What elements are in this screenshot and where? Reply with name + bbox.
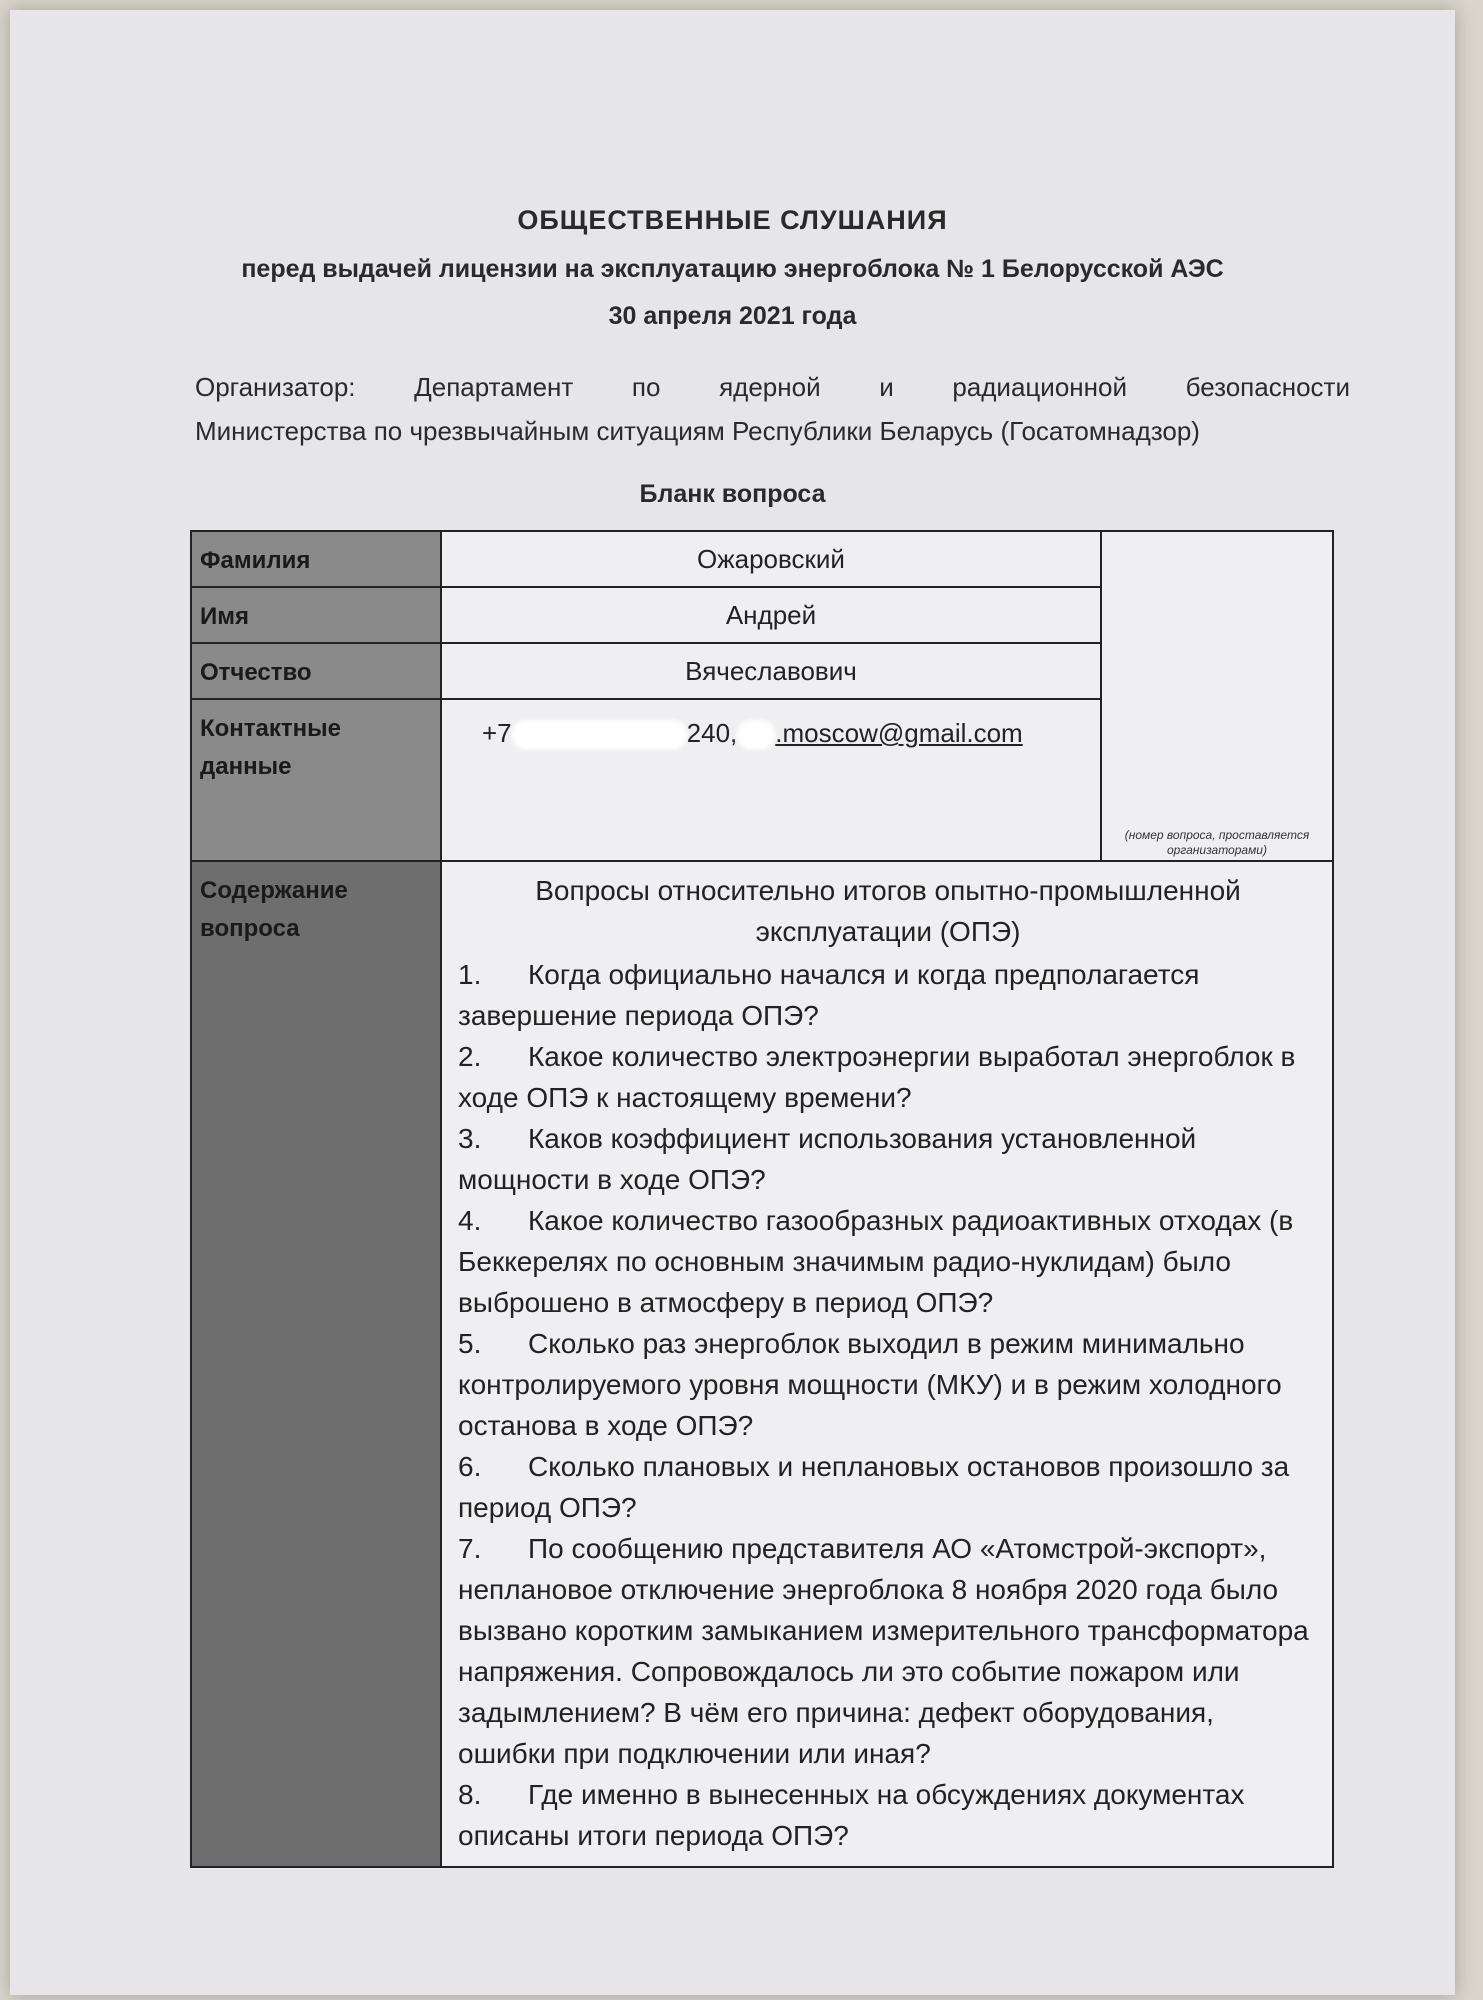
redacted-phone — [512, 720, 687, 750]
name-label: Имя — [191, 587, 441, 643]
question-item: 4. Какое количество газообразных радиоактивных отходах (в Беккерелях по основным значимым радио-нуклидам) было выброшено в атмосферу в период ОПЭ? — [458, 1205, 1294, 1318]
organizer-word: ядерной — [719, 372, 821, 402]
question-item: 3. Каков коэффициент использования установленной мощности в ходе ОПЭ? — [458, 1123, 1197, 1195]
question-item: 1. Когда официально начался и когда предполагается завершение периода ОПЭ? — [458, 959, 1200, 1031]
question-number-cell — [1101, 531, 1333, 861]
organizer-word: по — [631, 372, 661, 402]
organizer-line-2: Министерства по чрезвычайным ситуациям Республики Беларусь (Госатомнадзор) — [195, 416, 1200, 446]
organizer-word: Организатор: — [195, 372, 356, 402]
email-suffix: .moscow@gmail.com — [775, 718, 1023, 748]
organizer-word: и — [879, 372, 894, 402]
question-item: 8. Где именно в вынесенных на обсуждениях документах описаны итоги периода ОПЭ? — [458, 1779, 1245, 1851]
question-content — [441, 861, 1333, 1867]
question-item: 7. По сообщению представителя АО «Атомстрой-экспорт», неплановое отключение энергоблока 8 ноября 2020 года было вызвано коротким замыканием измерительного трансформатора напряжения. Сопровождалось ли это событие пожаром или задымлением? В чём его причина: дефект оборудования, ошибки при подключении или иная? — [458, 1533, 1309, 1769]
organizer-word: радиационной — [952, 372, 1127, 402]
paper-sheet — [10, 10, 1455, 1995]
question-item: 2. Какое количество электроэнергии выработал энергоблок в ходе ОПЭ к настоящему времени? — [458, 1041, 1296, 1113]
patronymic-label: Отчество — [191, 643, 441, 699]
organizer-word: безопасности — [1185, 372, 1350, 402]
name-value: Андрей — [441, 587, 1101, 643]
patronymic-value: Вячеславович — [441, 643, 1101, 699]
question-form-table — [190, 530, 1334, 1868]
surname-value: Ожаровский — [441, 531, 1101, 587]
phone-prefix: +7 — [482, 718, 512, 748]
form-title: Бланк вопроса — [639, 480, 826, 508]
contacts-value — [441, 699, 1101, 861]
surname-label: Фамилия — [191, 531, 441, 587]
organizer-line-1 — [195, 365, 1350, 409]
organizer-word: Департамент — [414, 372, 574, 402]
document-date: 30 апреля 2021 года — [608, 302, 857, 330]
question-item: 5. Сколько раз энергоблок выходил в режим минимально контролируемого уровня мощности (МКУ) и в режим холодного останова в ходе ОПЭ? — [458, 1328, 1282, 1441]
contacts-label: Контактные данные — [191, 699, 441, 861]
question-number-note: (номер вопроса, проставляется организаторами) — [1124, 828, 1310, 857]
document-title: ОБЩЕСТВЕННЫЕ СЛУШАНИЯ — [517, 205, 948, 235]
redacted-email — [737, 720, 775, 750]
content-intro: Вопросы относительно итогов опытно-промышленной эксплуатации (ОПЭ) — [535, 875, 1241, 947]
phone-suffix: 240, — [686, 718, 738, 748]
question-item: 6. Сколько плановых и неплановых остановов произошло за период ОПЭ? — [458, 1451, 1290, 1523]
content-label: Содержание вопроса — [191, 861, 441, 1867]
document-subtitle: перед выдачей лицензии на эксплуатацию энергоблока № 1 Белорусской АЭС — [241, 255, 1224, 283]
organizer-block — [195, 365, 1350, 453]
